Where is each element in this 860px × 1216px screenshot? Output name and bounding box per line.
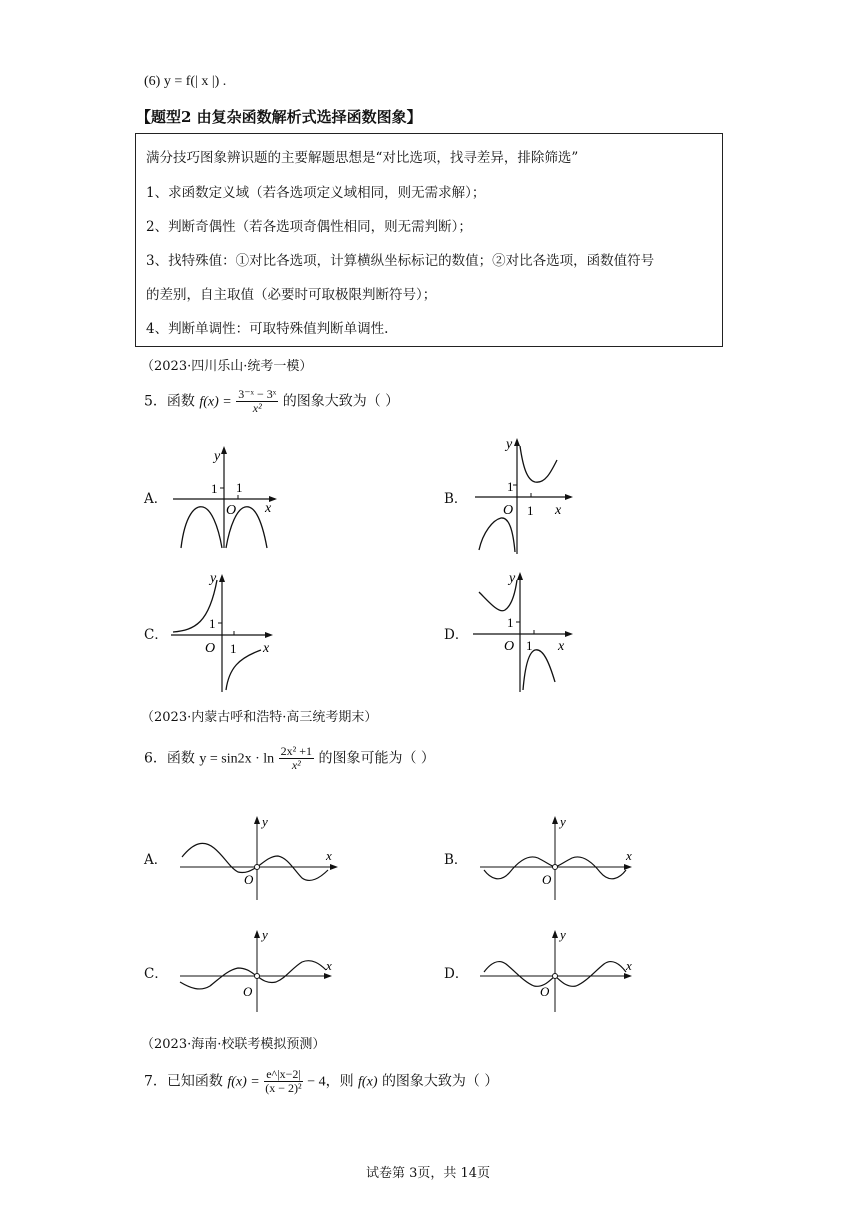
q5b-one-x: 1 (527, 503, 534, 518)
q6b-x-label: x (626, 848, 632, 863)
q6-graph-a (176, 812, 346, 902)
tips-line-4: 的差别，自主取值（必要时可取极限判断符号）； (146, 287, 437, 303)
q6d-y-label: y (560, 927, 566, 942)
q7-prefix: 7．已知函数 (144, 1073, 223, 1090)
section-title: 【题型2 由复杂函数解析式选择函数图象】 (136, 108, 422, 126)
q6a-y-label: y (262, 814, 268, 829)
q6-option-b[interactable]: B． (444, 852, 468, 868)
q5c-one-x: 1 (230, 641, 237, 656)
q5a-origin: O (226, 503, 237, 518)
q7-denominator: (x − 2)² (265, 1081, 302, 1096)
q5-option-d[interactable]: D． (444, 627, 469, 643)
q5-prefix: 5．函数 (144, 393, 195, 410)
q5a-x-label: x (265, 501, 272, 516)
tips-box (135, 133, 723, 347)
q7-tail: − 4，则 (307, 1074, 354, 1090)
q6-expr: y = sin2x · ln (199, 751, 275, 767)
q5-graph-c (165, 568, 285, 694)
q5a-one-y: 1 (211, 481, 218, 496)
q6-stem (144, 745, 435, 772)
q5-graph-a (165, 440, 285, 552)
q6-fraction (279, 745, 314, 772)
q5b-y-label: y (506, 437, 513, 452)
q7-fx2: f(x) (358, 1074, 378, 1090)
q5d-one-x: 1 (526, 638, 533, 653)
q5a-y-label: y (214, 449, 221, 464)
q5-numerator: 3⁻ˣ − 3ˣ (238, 387, 277, 401)
q5b-one-y: 1 (507, 479, 514, 494)
q7-fraction (264, 1068, 303, 1095)
q5-option-c[interactable]: C． (144, 627, 168, 643)
q6a-origin: O (244, 872, 254, 887)
q6-numerator: 2x² +1 (280, 744, 312, 758)
tips-line-1: 1、求函数定义域（若各选项定义域相同，则无需求解）； (146, 185, 486, 201)
page-footer: 试卷第 3页，共 14页 (366, 1166, 491, 1181)
q5c-x-label: x (263, 641, 270, 656)
q5c-origin: O (205, 641, 216, 656)
q6-prefix: 6．函数 (144, 750, 195, 767)
tips-line-5: 4、判断单调性：可取特殊值判断单调性. (146, 321, 389, 337)
q5d-origin: O (504, 639, 515, 654)
q5-suffix: 的图象大致为（ ） (282, 393, 400, 410)
tips-line-2: 2、判断奇偶性（若各选项奇偶性相同，则无需判断）； (146, 219, 472, 235)
q6-option-a[interactable]: A． (144, 852, 168, 868)
q6c-y-label: y (262, 927, 268, 942)
q6-option-d[interactable]: D． (444, 966, 469, 982)
tips-line-3: 3、找特殊值：①对比各选项，计算横纵坐标标记的数值；②对比各选项，函数值符号 (146, 253, 655, 269)
q5-option-b[interactable]: B． (444, 491, 468, 507)
item-6: (6) y = f(| x |) . (144, 74, 227, 89)
q6-denominator: x² (291, 758, 301, 773)
q7-suffix: 的图象大致为（ ） (381, 1073, 499, 1090)
q5c-one-y: 1 (209, 616, 216, 631)
q5-denominator: x² (252, 401, 262, 416)
q6b-origin: O (542, 872, 552, 887)
q6-source: （2023·内蒙古呼和浩特·高三统考期末） (141, 710, 378, 725)
q5-graph-d (465, 566, 585, 694)
q6d-x-label: x (626, 958, 632, 973)
q5d-y-label: y (509, 571, 516, 586)
q5-option-a[interactable]: A． (144, 491, 168, 507)
q5-fx: f(x) = (199, 394, 232, 410)
q5c-y-label: y (210, 571, 217, 586)
q5-stem (144, 388, 399, 415)
tips-line-0: 满分技巧图象辨识题的主要解题思想是“对比选项，找寻差异，排除筛选” (146, 150, 579, 166)
q6-option-c[interactable]: C． (144, 966, 168, 982)
q6a-x-label: x (326, 848, 332, 863)
q6c-x-label: x (326, 958, 332, 973)
q7-numerator: e^|x−2| (266, 1067, 301, 1081)
q5a-one-x: 1 (236, 480, 243, 495)
q5-source: （2023·四川乐山·统考一模） (141, 359, 313, 374)
q6b-y-label: y (560, 814, 566, 829)
q7-stem (144, 1068, 498, 1095)
q5d-x-label: x (558, 639, 565, 654)
q5b-x-label: x (555, 503, 562, 518)
q6-suffix: 的图象可能为（ ） (318, 750, 435, 767)
q5-fraction (236, 388, 278, 415)
q7-fx: f(x) = (227, 1074, 260, 1090)
q6d-origin: O (540, 984, 550, 999)
q5d-one-y: 1 (507, 615, 514, 630)
q5b-origin: O (503, 503, 514, 518)
q6c-origin: O (243, 984, 253, 999)
q6-graph-b (476, 812, 646, 902)
q6-graph-c (176, 926, 346, 1016)
q7-source: （2023·海南·校联考模拟预测） (141, 1037, 326, 1052)
q5-graph-b (465, 432, 585, 556)
q6-graph-d (476, 926, 646, 1016)
